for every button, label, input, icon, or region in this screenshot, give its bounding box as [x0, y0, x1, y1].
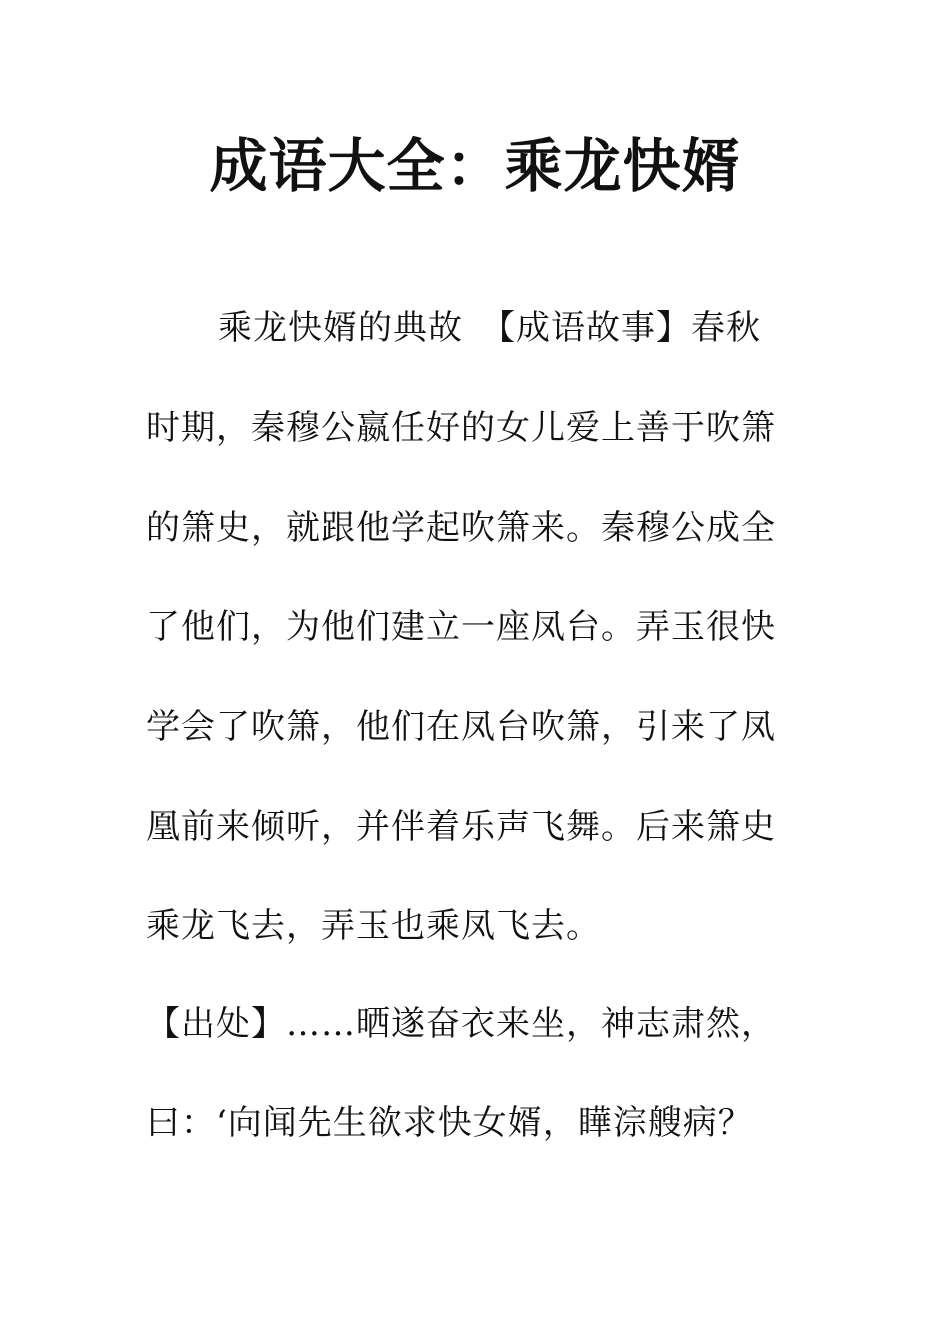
paragraph-line-9: 曰：‘向闻先生欲求快女婿，瞱淙艘病？: [146, 1103, 753, 1143]
document-title: 成语大全：乘龙快婿: [209, 132, 741, 200]
paragraph-line-3: 的箫史，就跟他学起吹箫来。秦穆公成全: [146, 508, 776, 548]
paragraph-line-1: 乘龙快婿的典故 【成语故事】春秋: [218, 308, 761, 348]
paragraph-line-7: 乘龙飞去，弄玉也乘凤飞去。: [146, 906, 601, 946]
paragraph-line-6: 凰前来倾听，并伴着乐声飞舞。后来箫史: [146, 807, 776, 847]
paragraph-line-2: 时期，秦穆公嬴任好的女儿爱上善于吹箫: [146, 408, 776, 448]
paragraph-line-4: 了他们，为他们建立一座凤台。弄玉很快: [146, 607, 776, 647]
paragraph-line-8: 【出处】……晒遂奋衣来坐，神志肃然，: [146, 1004, 776, 1044]
paragraph-line-5: 学会了吹箫，他们在凤台吹箫，引来了凤: [146, 707, 776, 747]
